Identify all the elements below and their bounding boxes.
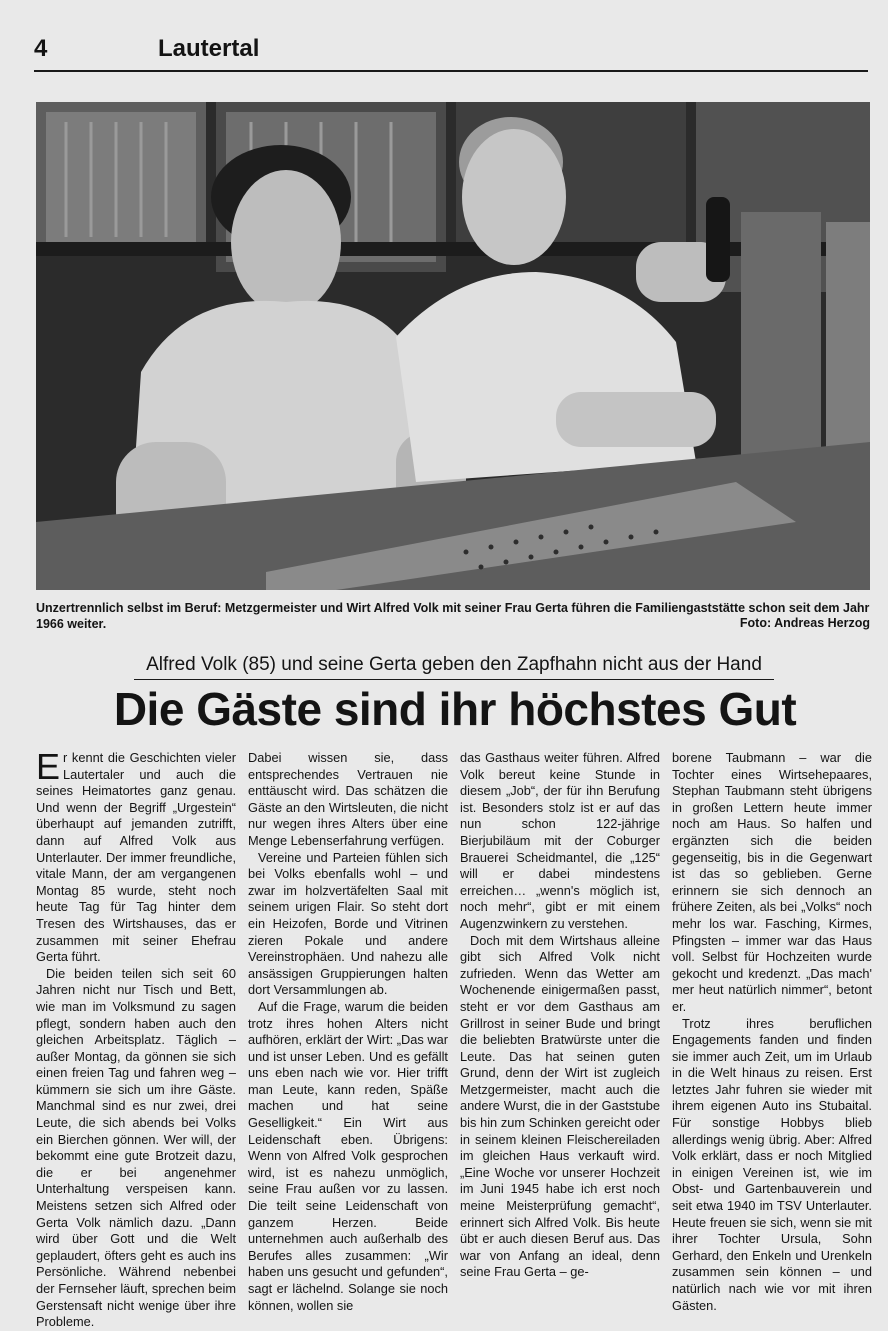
paragraph: das Gasthaus weiter führen. Alfred Volk bereut keine Stunde in diesem „Job“, der für ihn Berufung ist. Besonders stolz ist er auf das nun schon 122-jährige Bierjubiläum mit der Coburger Brauerei Scheidmantel, die „125“ will er dabei mindestens erreichen… „wenn's möglich ist, noch mehr“, gibt er mit einem Augenzwinkern zu verstehen. [460,750,660,931]
article-column-4 [672,750,872,1314]
photo-illustration [36,102,870,590]
paragraph: Dabei wissen sie, dass entsprechendes Vertrauen nie enttäuscht wird. Das schätzen die Gäste an den Wirtsleuten, die nicht nur wegen ihres Alters über eine Menge Lebenserfahrung verfügen. [248,750,448,848]
photo-credit: Foto: Andreas Herzog [739,616,870,630]
article-column-2 [248,750,448,1314]
paragraph: Trotz ihres beruflichen Engagements fanden und finden sie immer auch Zeit, um im Urlaub in die Welt hinaus zu reisen. Erst letztes Jahr fuhren sie wieder mit ihrem eigenen Auto ins Stubaital. Für sonstige Hobbys blieb allerdings wenig übrig. Aber: Alfred Volk erklärt, dass er noch Mitglied in einigen Vereinen ist, wie im Obst- und Gartenbauverein und seit etwa 1940 im TSV Unterlauter. Heute freuen sie sich, wenn sie mit ihrer Tochter Ursula, Sohn Gerhard, den Enkeln und Urenkeln zusammen sein können – und natürlich nach wie vor mit ihren Gästen. [672,1015,872,1313]
paragraph: borene Taubmann – war die Tochter eines Wirtsehepaares, Stephan Taubmann steht übrigens in großen Lettern heute immer noch am Haus. So halfen und ergänzten sich die beiden gegenseitig, bis in die Gegenwart ist das so geblieben. Gerne erinnern sie sich dennoch an frühere Zeiten, als bei „Volks“ noch mehr los war. Fasching, Kirmes, Pfingsten – immer war das Haus voll. Selbst für Hochzeiten wurde gekocht und kredenzt. „Das mach' mer heut natürlich nimmer“, betont er. [672,750,872,1014]
drop-cap: E [36,746,61,787]
paragraph: Die beiden teilen sich seit 60 Jahren nicht nur Tisch und Bett, wie man im Volksmund zu sagen pflegt, sondern haben auch den gleichen Arbeitsplatz. Täglich – außer Montag, da gönnen sie sich einen freien Tag und fahren weg – kümmern sie sich um ihre Gäste. Manchmal sind es nur zwei, drei Leute, die sich abends bei Volks ein Bierchen gönnen. Wer will, der bekommt eine gute Brotzeit dazu, die er bei angenehmer Unterhaltung verspeisen kann. Meistens setzen sich Alfred oder Gerta Volk nämlich dazu. „Dann wird über Gott und die Welt geplaudert, öfters geht es auch ins Persönliche. Während nebenbei der Fernseher läuft, sprechen beim Gerstensaft nicht wenige über ihre Probleme. [36,965,236,1330]
article-column-1 [36,746,236,1331]
paragraph [36,746,236,966]
paragraph: Auf die Frage, warum die beiden trotz ihres hohen Alters nicht aufhören, erklärt der Wirt: „Das war und ist unser Leben. Und es gefällt uns eben nach wie vor. Hier trifft man Leute, kann reden, Späße machen und hat seine Geselligkeit.“ Ein Wirt aus Leidenschaft eben. Übrigens: Wenn von Alfred Volk gesprochen wird, ist es nahezu unmöglich, seine Frau außen vor zu lassen. Die teilt seine Leidenschaft von ganzem Herzen. Beide unternehmen auch außerhalb des Berufes alles zusammen: „Wir haben uns gesucht und gefunden“, sagt er lächelnd. Solange sie noch können, wollen sie [248,998,448,1313]
paragraph-text: r kennt die Geschichten vieler Lautertaler und auch die seines Heimatortes ganz genau. Und wenn der Begriff „Urgestein“ überhaupt auf jemanden zutrifft, dann auf Alfred Volk aus Unterlauter. Der immer freundliche, vitale Mann, der am vergangenen Montag 85 wurde, steht noch heute Tag für Tag hinter dem Tresen des Wirtshauses, das er zusammen mit seiner Ehefrau Gerta führt. [36,750,236,965]
section-name: Lautertal [158,35,260,62]
article-headline: Die Gäste sind ihr höchstes Gut [113,683,797,735]
article-photo [36,102,870,590]
page-header [34,32,868,72]
paragraph: Vereine und Parteien fühlen sich bei Volks ebenfalls wohl – und zwar im holzvertäfelten Saal mit seinem urigen Flair. So steht dort ein Heizofen, Borde und Vitrinen zieren Pokale und andere Vereinstrophäen. Und nahezu alle ansässigen Gruppierungen halten dort Versammlungen ab. [248,849,448,998]
page-number: 4 [34,35,48,62]
photo-caption: Unzertrennlich selbst im Beruf: Metzgermeister und Wirt Alfred Volk mit seiner Frau Gerta führen die Familiengaststätte schon seit dem Jahr 1966 weiter. [36,601,870,631]
paragraph: Doch mit dem Wirtshaus alleine gibt sich Alfred Volk nicht zufrieden. Wenn das Wetter am Wochenende einigermaßen passt, steht er vor dem Gasthaus am Grillrost in seiner Bude und bringt die beliebten Bratwürste unter die Leute. Das hat seinen guten Grund, denn der Wirt ist zugleich Metzgermeister, macht auch die andere Wurst, die in der Gaststube bis hin zum Schinken gereicht oder in seinem kleinen Fleischereiladen im gleichen Haus verkauft wird. „Eine Woche vor unserer Hochzeit im Juni 1945 habe ich erst noch meine Meisterprüfung gemacht“, erinnert sich Alfred Volk. Bis heute übt er auch diesen Beruf aus. Das war von Anfang an ideal, denn seine Frau Gerta – ge- [460,932,660,1280]
article-kicker: Alfred Volk (85) und seine Gerta geben den Zapfhahn nicht aus der Hand [134,654,774,680]
article-column-3 [460,750,660,1281]
